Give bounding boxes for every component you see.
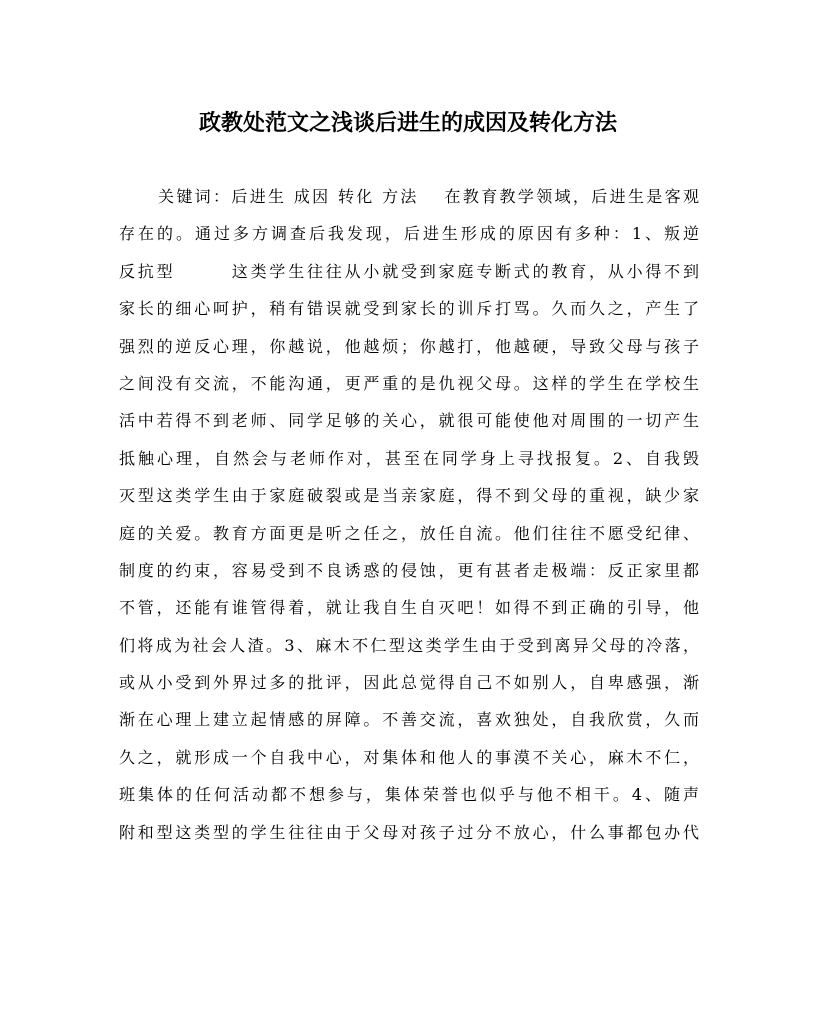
- document-body: [119, 178, 699, 851]
- body-line: 附和型这类型的学生往往由于父母对孩子过分不放心，什么事都包办代: [119, 822, 699, 842]
- body-line: 反抗型 这类学生往往从小就受到家庭专断式的教育，从小得不到: [119, 261, 699, 281]
- body-line: 们将成为社会人渣。3、麻木不仁型这类学生由于受到离异父母的冷落，: [119, 635, 699, 655]
- body-line: 渐在心理上建立起情感的屏障。不善交流，喜欢独处，自我欣赏，久而: [119, 710, 699, 730]
- body-line: 班集体的任何活动都不想参与，集体荣誉也似乎与他不相干。4、随声: [119, 785, 699, 805]
- body-line: 之间没有交流，不能沟通，更严重的是仇视父母。这样的学生在学校生: [119, 373, 699, 393]
- body-line: 制度的约束，容易受到不良诱惑的侵蚀，更有甚者走极端：反正家里都: [119, 560, 699, 580]
- body-line: 灭型这类学生由于家庭破裂或是当亲家庭，得不到父母的重视，缺少家: [119, 486, 699, 506]
- body-line: 强烈的逆反心理，你越说，他越烦；你越打，他越硬，导致父母与孩子: [119, 336, 699, 356]
- body-line: 或从小受到外界过多的批评，因此总觉得自己不如别人，自卑感强，渐: [119, 673, 699, 693]
- body-line: 活中若得不到老师、同学足够的关心，就很可能使他对周围的一切产生: [119, 411, 699, 431]
- body-line: 关键词：后进生 成因 转化 方法 在教育教学领域，后进生是客观: [158, 187, 699, 206]
- body-line: 庭的关爱。教育方面更是听之任之，放任自流。他们往往不愿受纪律、: [119, 523, 699, 543]
- document-title: 政教处范文之浅谈后进生的成因及转化方法: [198, 110, 617, 136]
- body-line: 久之，就形成一个自我中心，对集体和他人的事漠不关心，麻木不仁，: [119, 747, 699, 767]
- body-line: 存在的。通过多方调查后我发现，后进生形成的原因有多种：1、叛逆: [119, 224, 699, 244]
- body-line: 家长的细心呵护，稍有错误就受到家长的训斥打骂。久而久之，产生了: [119, 299, 699, 319]
- body-line: 不管，还能有谁管得着，就让我自生自灭吧！如得不到正确的引导，他: [119, 598, 699, 618]
- body-line: 抵触心理，自然会与老师作对，甚至在同学身上寻找报复。2、自我毁: [119, 448, 699, 468]
